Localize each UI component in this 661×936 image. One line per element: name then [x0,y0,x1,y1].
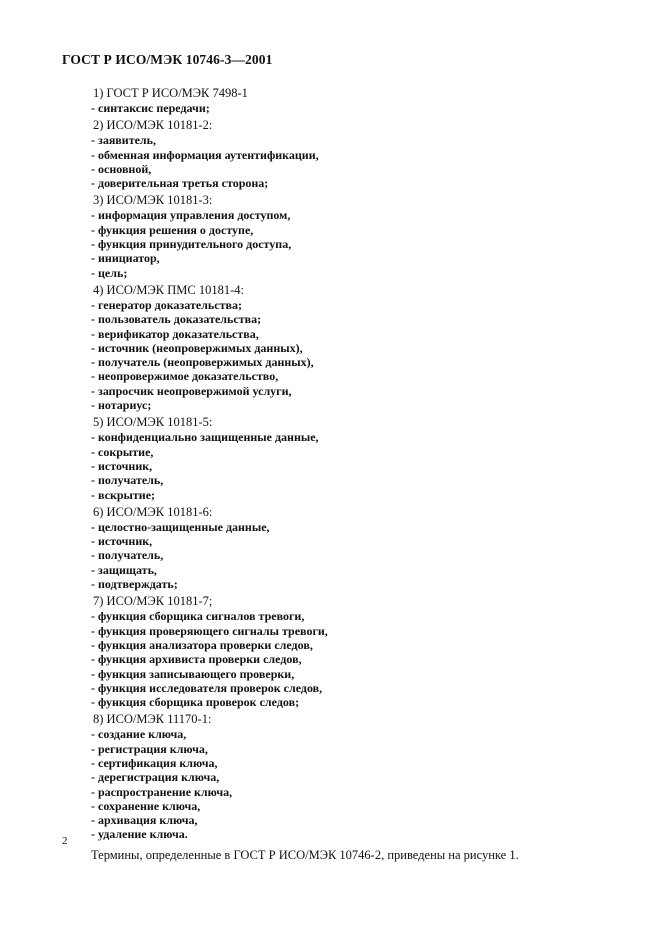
term-item: - источник (неопровержимых данных), [91,340,303,355]
term-item: - сохранение ключа, [91,798,201,813]
term-item: - функция сборщика проверок следов; [91,695,300,710]
term-item: - защищать, [91,562,157,577]
term-item: - информация управления доступом, [91,208,291,223]
term-item: - конфиденциально защищенные данные, [91,430,319,445]
term-item: - подтверждать; [91,577,178,592]
term-item: - функция архивиста проверки следов, [91,652,302,667]
term-item: - источник, [91,458,153,473]
term-item: - источник, [91,534,153,549]
standard-section [91,712,631,841]
standard-reference: 4) ИСО/МЭК ПМС 10181-4: [93,282,244,297]
term-item: - вскрытие; [91,487,156,502]
term-item: - функция решения о доступе, [91,222,254,237]
term-item: - обменная информация аутентификации, [91,147,319,162]
standard-reference: 5) ИСО/МЭК 10181-5: [93,415,213,430]
term-item: - инициатор, [91,251,160,266]
term-item: - функция принудительного доступа, [91,237,292,252]
standard-reference: 6) ИСО/МЭК 10181-6: [93,504,213,519]
standard-section [91,118,631,190]
term-item: - генератор доказательства; [91,297,242,312]
standard-reference: 1) ГОСТ Р ИСО/МЭК 7498-1 [93,86,248,100]
term-item: - синтаксис передачи; [91,101,210,115]
term-item: - пользователь доказательства; [91,312,262,327]
term-item: - получатель, [91,473,164,488]
term-item: - сертификация ключа, [91,755,218,770]
term-item: - получатель, [91,548,164,563]
standard-section [91,594,631,709]
term-item: - запросчик неопровержимой услуги, [91,383,292,398]
standard-reference: 3) ИСО/МЭК 10181-3: [93,193,213,208]
term-item: - цель; [91,265,128,280]
term-item: - создание ключа, [91,727,187,742]
term-item: - архивация ключа, [91,813,198,828]
term-item: - функция проверяющего сигналы тревоги, [91,623,328,638]
term-item: - неопровержимое доказательство, [91,369,279,384]
term-item: - заявитель, [91,133,157,148]
term-item: - регистрация ключа, [91,741,208,756]
closing-paragraph: Термины, определенные в ГОСТ Р ИСО/МЭК 10746-2, приведены на рисунке 1. [91,847,519,862]
term-item: - функция анализатора проверки следов, [91,637,313,652]
term-item: - дерегистрация ключа, [91,770,220,785]
standard-section [91,283,631,412]
standard-reference: 2) ИСО/МЭК 10181-2: [93,118,213,133]
term-item: - получатель (неопровержимых данных), [91,355,314,370]
page-header: ГОСТ Р ИСО/МЭК 10746-3—2001 [62,52,273,67]
term-item: - функция сборщика сигналов тревоги, [91,609,305,624]
standard-reference: 8) ИСО/МЭК 11170-1: [93,712,212,727]
term-item: - функция исследователя проверок следов, [91,680,323,695]
term-item: - основной, [91,161,152,176]
standard-reference: 7) ИСО/МЭК 10181-7; [93,594,213,609]
standard-section [91,415,631,501]
standard-section [91,193,631,279]
term-item: - сокрытие, [91,444,154,459]
term-item: - распространение ключа, [91,784,233,799]
term-item: - доверительная третья сторона; [91,176,269,191]
sections-container [91,86,631,842]
term-item: - целостно-защищенные данные, [91,519,270,534]
standard-section [91,505,631,591]
term-item: - функция записывающего проверки, [91,666,295,681]
term-item: - верификатор доказательства, [91,326,259,341]
term-item: - нотариус; [91,398,152,413]
standard-section [91,86,631,115]
terms-list [91,86,631,863]
page-number: 2 [62,835,68,847]
term-item: - удаление ключа. [91,827,188,842]
